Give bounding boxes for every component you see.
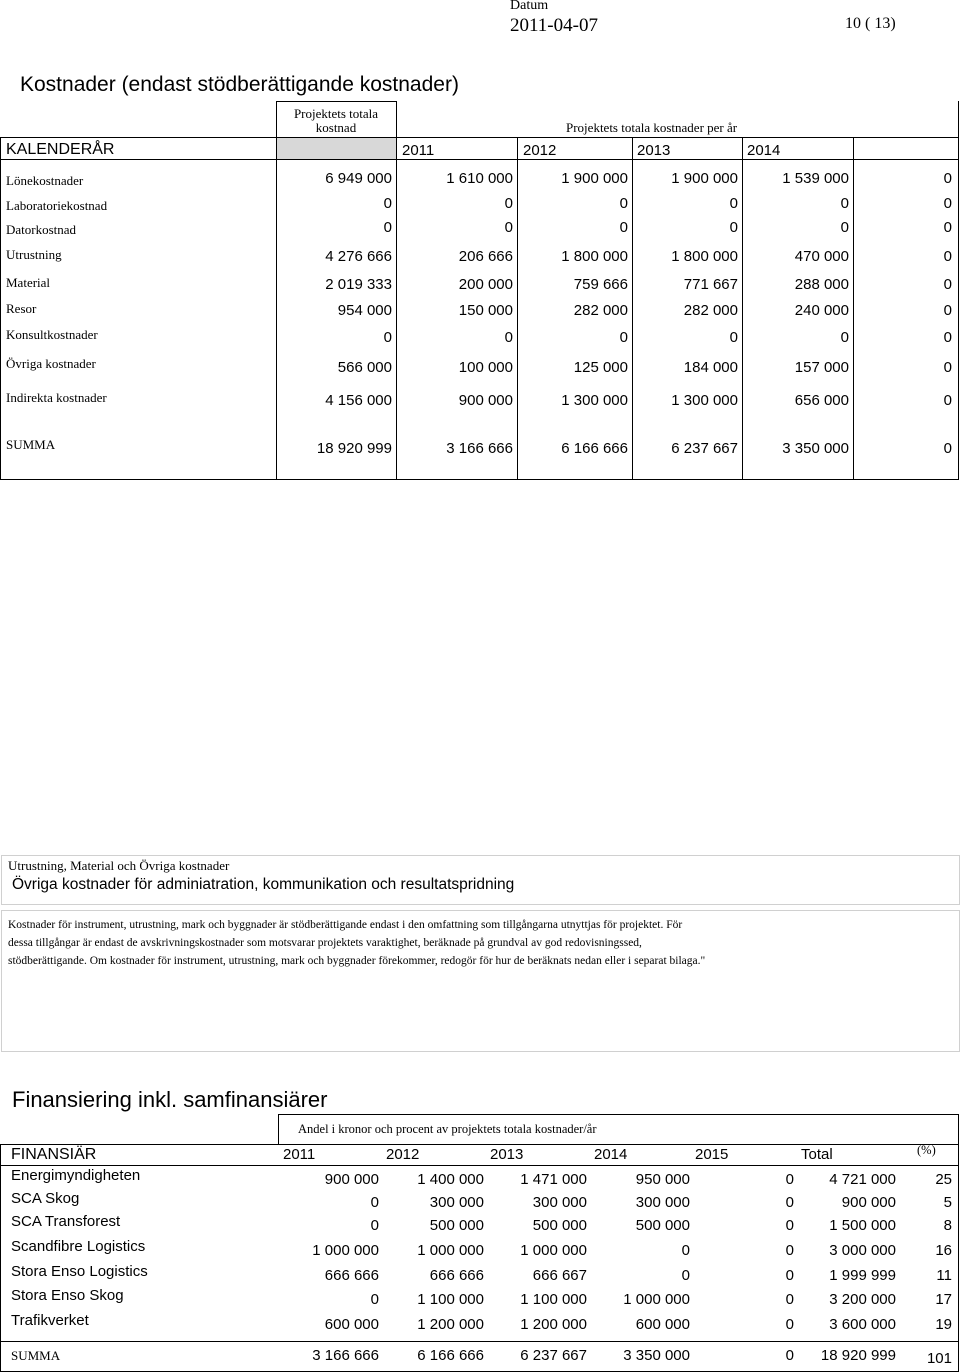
cost-value-cell: 200 000 bbox=[458, 276, 513, 293]
cost-value-cell: 2 019 333 bbox=[325, 276, 392, 293]
cost-value-cell: 1 300 000 bbox=[671, 392, 738, 409]
cost-value-cell: 3 166 666 bbox=[446, 440, 513, 457]
financing-value-cell: 0 bbox=[785, 1267, 794, 1284]
financing-value-cell: 0 bbox=[370, 1217, 379, 1234]
financing-value-cell: 11 bbox=[936, 1267, 952, 1284]
cost-value-cell: 566 000 bbox=[337, 359, 392, 376]
financing-sum-cell: 0 bbox=[785, 1347, 794, 1364]
cost-row-label: Övriga kostnader bbox=[6, 356, 96, 371]
financing-value-cell: 5 bbox=[943, 1194, 952, 1211]
financing-value-cell: 0 bbox=[785, 1171, 794, 1188]
cost-value-cell: 0 bbox=[840, 195, 849, 212]
cost-value-cell: 0 bbox=[943, 302, 952, 319]
financing-value-cell: 950 000 bbox=[635, 1171, 690, 1188]
col-header-year: 2011 bbox=[283, 1146, 316, 1163]
asset-cost-note-box bbox=[1, 910, 960, 1052]
per-year-column-header: Projektets totala kostnader per år bbox=[566, 120, 738, 135]
financing-value-cell: 1 471 000 bbox=[520, 1171, 587, 1188]
cost-value-cell: 0 bbox=[840, 329, 849, 346]
cost-value-cell: 0 bbox=[729, 329, 738, 346]
financing-value-cell: 1 500 000 bbox=[829, 1217, 896, 1234]
cost-value-cell: 1 800 000 bbox=[671, 248, 738, 265]
financing-value-cell: 0 bbox=[785, 1242, 794, 1259]
cost-value-cell: 1 610 000 bbox=[446, 170, 513, 187]
financing-value-cell: 1 200 000 bbox=[417, 1316, 484, 1333]
cost-value-cell: 100 000 bbox=[458, 359, 513, 376]
financing-value-cell: 3 000 000 bbox=[829, 1242, 896, 1259]
cost-value-cell: 0 bbox=[943, 329, 952, 346]
financing-sum-cell: 3 350 000 bbox=[623, 1347, 690, 1364]
cost-value-cell: 6 166 666 bbox=[561, 440, 628, 457]
cost-value-cell: 206 666 bbox=[458, 248, 513, 265]
financing-section-title: Finansiering inkl. samfinansiärer bbox=[12, 1087, 328, 1112]
year-header: 2011 bbox=[402, 142, 435, 159]
calendar-year-label: KALENDERÅR bbox=[6, 141, 115, 158]
cost-value-cell: 954 000 bbox=[337, 302, 392, 319]
col-header-financier: FINANSIÄR bbox=[11, 1146, 97, 1163]
financing-value-cell: 1 999 999 bbox=[829, 1267, 896, 1284]
financing-value-cell: 25 bbox=[935, 1171, 952, 1188]
financing-value-cell: 8 bbox=[943, 1217, 952, 1234]
cost-explanation-box bbox=[1, 855, 960, 905]
financier-name: Stora Enso Skog bbox=[11, 1287, 124, 1304]
financing-value-cell: 500 000 bbox=[429, 1217, 484, 1234]
financing-value-cell: 666 666 bbox=[324, 1267, 379, 1284]
financing-value-cell: 1 000 000 bbox=[312, 1242, 379, 1259]
cost-row-label: Indirekta kostnader bbox=[6, 390, 107, 405]
financing-value-cell: 600 000 bbox=[635, 1316, 690, 1333]
asset-cost-note-line: Kostnader för instrument, utrustning, mark och byggnader är stödberättigande endast i den omfattning som tillgångarna utnyttjas för projektet. För bbox=[8, 919, 683, 931]
financing-subheader: Andel i kronor och procent av projektets totala kostnader/år bbox=[298, 1122, 597, 1136]
cost-value-cell: 656 000 bbox=[794, 392, 849, 409]
cost-value-cell: 288 000 bbox=[794, 276, 849, 293]
cost-value-cell: 0 bbox=[943, 195, 952, 212]
cost-value-cell: 184 000 bbox=[683, 359, 738, 376]
cost-row-label: Konsultkostnader bbox=[6, 327, 98, 342]
financier-name: Energimyndigheten bbox=[11, 1167, 141, 1184]
cost-value-cell: 6 949 000 bbox=[325, 170, 392, 187]
cost-explanation-text: Övriga kostnader för adminiatration, kommunikation och resultatspridning bbox=[12, 876, 515, 893]
cost-value-cell: 4 156 000 bbox=[325, 392, 392, 409]
cost-value-cell: 0 bbox=[383, 195, 392, 212]
financing-sum-cell: 6 237 667 bbox=[520, 1347, 587, 1364]
financing-value-cell: 1 400 000 bbox=[417, 1171, 484, 1188]
asset-cost-note-line: stödberättigande. Om kostnader för instrument, utrustning, mark och byggnader förekommer, redogör för hur de beräknats nedan eller i separat bilaga." bbox=[8, 955, 706, 967]
cost-value-cell: 0 bbox=[619, 219, 628, 236]
cost-value-cell: 470 000 bbox=[794, 248, 849, 265]
cost-table bbox=[0, 101, 960, 480]
cost-value-cell: 1 900 000 bbox=[671, 170, 738, 187]
financier-name: Scandfibre Logistics bbox=[11, 1238, 146, 1255]
cost-value-cell: 1 539 000 bbox=[782, 170, 849, 187]
cost-value-cell: 157 000 bbox=[794, 359, 849, 376]
cost-value-cell: 771 667 bbox=[683, 276, 738, 293]
financing-value-cell: 0 bbox=[370, 1194, 379, 1211]
financing-value-cell: 4 721 000 bbox=[829, 1171, 896, 1188]
financing-sum-cell: 101 bbox=[926, 1350, 952, 1367]
financing-value-cell: 0 bbox=[785, 1194, 794, 1211]
financing-value-cell: 500 000 bbox=[635, 1217, 690, 1234]
cost-value-cell: 900 000 bbox=[458, 392, 513, 409]
cost-explanation-label: Utrustning, Material och Övriga kostnader bbox=[8, 858, 230, 873]
year-header: 2014 bbox=[747, 142, 781, 159]
cost-value-cell: 150 000 bbox=[458, 302, 513, 319]
cost-value-cell: 0 bbox=[504, 219, 513, 236]
cost-row-label: Utrustning bbox=[6, 247, 62, 262]
financing-value-cell: 17 bbox=[935, 1291, 952, 1308]
financing-value-cell: 300 000 bbox=[635, 1194, 690, 1211]
financing-value-cell: 666 666 bbox=[429, 1267, 484, 1284]
cost-value-cell: 4 276 666 bbox=[325, 248, 392, 265]
financing-sum-cell: 18 920 999 bbox=[820, 1347, 896, 1364]
financing-value-cell: 0 bbox=[785, 1316, 794, 1333]
year-header: 2013 bbox=[637, 142, 671, 159]
financing-value-cell: 500 000 bbox=[532, 1217, 587, 1234]
cost-value-cell: 0 bbox=[729, 219, 738, 236]
cost-row-label: Resor bbox=[6, 301, 37, 316]
financing-value-cell: 1 100 000 bbox=[520, 1291, 587, 1308]
cost-value-cell: 0 bbox=[504, 195, 513, 212]
asset-cost-note-line: dessa tillgångar är endast de avskrivningskostnader som motsvarar projektets varaktighet, beräknade på grundval av god redovisningssed, bbox=[8, 937, 642, 949]
financing-value-cell: 0 bbox=[785, 1291, 794, 1308]
col-header-percent: (%) bbox=[917, 1143, 936, 1157]
financing-value-cell: 3 200 000 bbox=[829, 1291, 896, 1308]
financing-table bbox=[0, 1114, 960, 1372]
cost-value-cell: 759 666 bbox=[573, 276, 628, 293]
date-label: Datum bbox=[510, 0, 549, 13]
cost-value-cell: 0 bbox=[943, 219, 952, 236]
financing-value-cell: 0 bbox=[681, 1267, 690, 1284]
financing-value-cell: 1 000 000 bbox=[417, 1242, 484, 1259]
financing-value-cell: 900 000 bbox=[324, 1171, 379, 1188]
cost-value-cell: 0 bbox=[729, 195, 738, 212]
financing-value-cell: 1 100 000 bbox=[417, 1291, 484, 1308]
financier-name: Trafikverket bbox=[11, 1312, 89, 1329]
financing-sum-label: SUMMA bbox=[11, 1348, 61, 1363]
col-header-year: 2015 bbox=[695, 1146, 729, 1163]
cost-value-cell: 0 bbox=[383, 329, 392, 346]
financing-value-cell: 0 bbox=[370, 1291, 379, 1308]
cost-value-cell: 0 bbox=[619, 195, 628, 212]
financing-value-cell: 16 bbox=[935, 1242, 952, 1259]
financing-value-cell: 600 000 bbox=[324, 1316, 379, 1333]
cost-value-cell: 0 bbox=[840, 219, 849, 236]
cost-value-cell: 0 bbox=[943, 440, 952, 457]
cost-value-cell: 3 350 000 bbox=[782, 440, 849, 457]
cost-row-label: SUMMA bbox=[6, 437, 56, 452]
financing-value-cell: 0 bbox=[681, 1242, 690, 1259]
financing-value-cell: 1 200 000 bbox=[520, 1316, 587, 1333]
financier-name: SCA Transforest bbox=[11, 1213, 121, 1230]
cost-row-label: Laboratoriekostnad bbox=[6, 198, 108, 213]
cost-value-cell: 0 bbox=[943, 248, 952, 265]
financing-sum-cell: 6 166 666 bbox=[417, 1347, 484, 1364]
financing-value-cell: 1 000 000 bbox=[623, 1291, 690, 1308]
cost-value-cell: 240 000 bbox=[794, 302, 849, 319]
cost-value-cell: 0 bbox=[943, 170, 952, 187]
cost-value-cell: 282 000 bbox=[573, 302, 628, 319]
cost-row-label: Lönekostnader bbox=[6, 173, 84, 188]
cost-value-cell: 1 900 000 bbox=[561, 170, 628, 187]
financing-value-cell: 300 000 bbox=[429, 1194, 484, 1211]
financing-value-cell: 0 bbox=[785, 1217, 794, 1234]
document-date: 2011-04-07 bbox=[510, 15, 598, 36]
financing-value-cell: 1 000 000 bbox=[520, 1242, 587, 1259]
cost-value-cell: 1 300 000 bbox=[561, 392, 628, 409]
cost-value-cell: 18 920 999 bbox=[316, 440, 392, 457]
cost-value-cell: 0 bbox=[383, 219, 392, 236]
financing-value-cell: 19 bbox=[935, 1316, 952, 1333]
financing-value-cell: 300 000 bbox=[532, 1194, 587, 1211]
cost-row-label: Material bbox=[6, 275, 51, 290]
cost-value-cell: 0 bbox=[504, 329, 513, 346]
cost-row-label: Datorkostnad bbox=[6, 222, 77, 237]
cost-value-cell: 0 bbox=[943, 276, 952, 293]
col-header-year: 2014 bbox=[594, 1146, 628, 1163]
col-header-year: 2012 bbox=[386, 1146, 420, 1163]
cost-value-cell: 125 000 bbox=[573, 359, 628, 376]
cost-value-cell: 0 bbox=[943, 392, 952, 409]
year-header: 2012 bbox=[523, 142, 557, 159]
page-number: 10 ( 13) bbox=[845, 15, 896, 32]
cost-value-cell: 6 237 667 bbox=[671, 440, 738, 457]
financier-name: Stora Enso Logistics bbox=[11, 1263, 148, 1280]
costs-section-title: Kostnader (endast stödberättigande kostnader) bbox=[20, 73, 459, 96]
col-header-year: 2013 bbox=[490, 1146, 524, 1163]
financing-value-cell: 666 667 bbox=[532, 1267, 587, 1284]
financing-sum-cell: 3 166 666 bbox=[312, 1347, 379, 1364]
financing-value-cell: 3 600 000 bbox=[829, 1316, 896, 1333]
total-header-shaded-cell bbox=[276, 137, 396, 159]
cost-value-cell: 0 bbox=[943, 359, 952, 376]
financier-name: SCA Skog bbox=[11, 1190, 80, 1207]
cost-value-cell: 282 000 bbox=[683, 302, 738, 319]
financing-value-cell: 900 000 bbox=[841, 1194, 896, 1211]
cost-value-cell: 1 800 000 bbox=[561, 248, 628, 265]
col-header-total: Total bbox=[801, 1146, 833, 1163]
cost-value-cell: 0 bbox=[619, 329, 628, 346]
total-cost-column-header: Projektets totala kostnad bbox=[293, 106, 379, 135]
